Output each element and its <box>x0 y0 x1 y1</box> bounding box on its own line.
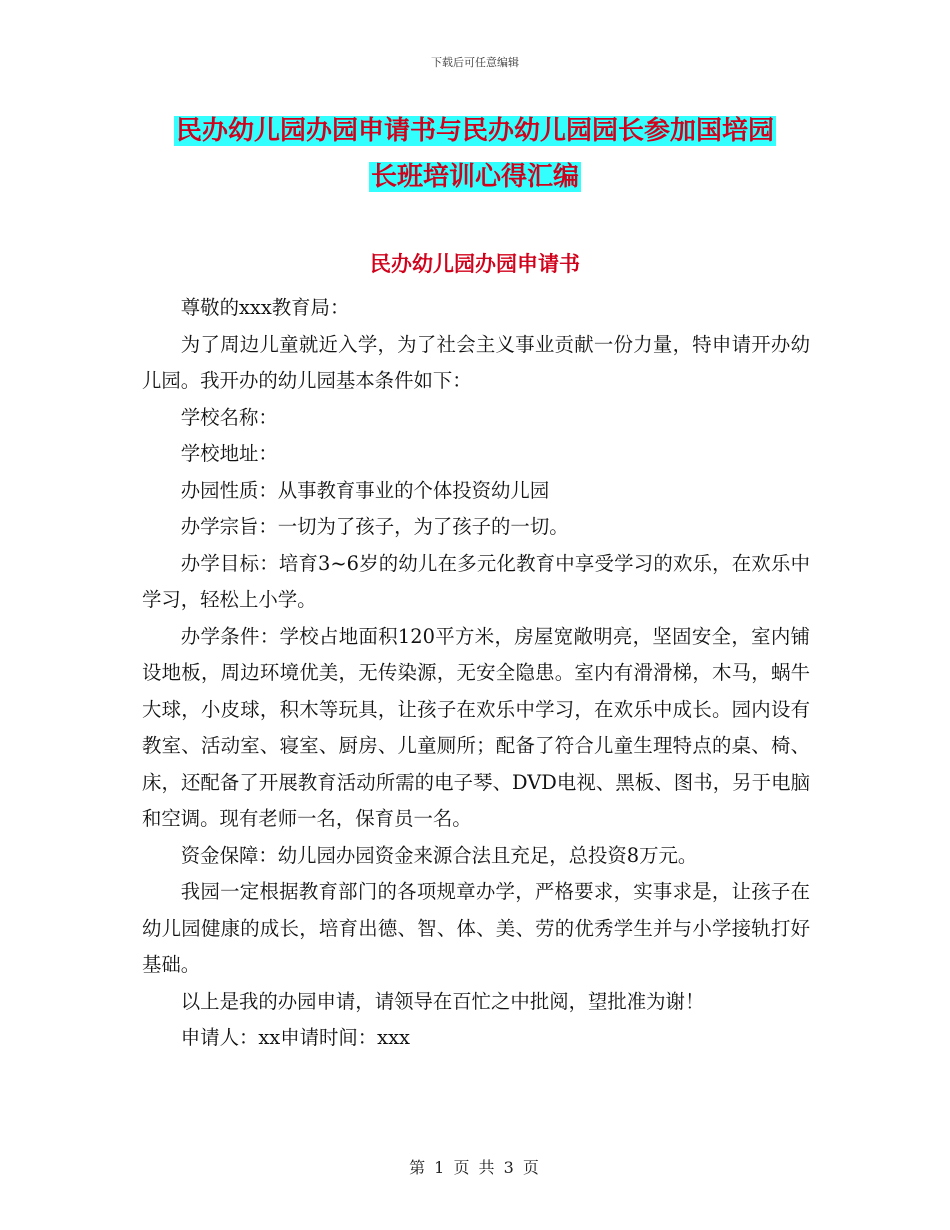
page-footer: 第 1 页 共 3 页 <box>409 1158 541 1177</box>
section-title: 民办幼儿园办园申请书 <box>370 252 580 276</box>
paragraph-intro: 为了周边儿童就近入学，为了社会主义事业贡献一份力量，特申请开办幼儿园。我开办的幼儿园基本条件如下： <box>142 332 810 392</box>
main-title-line-1: 民办幼儿园办园申请书与民办幼儿园园长参加国培园 <box>175 116 774 146</box>
paragraph-conditions: 办学条件：学校占地面积120平方米，房屋宽敞明亮，坚固安全，室内铺设地板，周边环境优美，无传染源，无安全隐患。室内有滑滑梯，木马，蜗牛大球，小皮球，积木等玩具，让孩子在欢乐中学习，在欢乐中成长。园内设有教室、活动室、寝室、厨房、儿童厕所；配备了符合儿童生理特点的桌、椅、床，还配备了开展教育活动所需的电子琴、DVD电视、黑板、图书，另于电脑和空调。现有老师一名，保育员一名。 <box>142 624 810 830</box>
paragraph-school-name: 学校名称： <box>180 405 278 429</box>
paragraph-purpose: 办学宗旨：一切为了孩子，为了孩子的一切。 <box>180 515 569 538</box>
paragraph-school-address: 学校地址： <box>180 442 278 465</box>
header-note: 下载后可任意编辑 <box>431 56 519 69</box>
main-title <box>0 108 950 200</box>
main-title-line-2: 长班培训心得汇编 <box>370 162 579 192</box>
paragraph-funding: 资金保障：幼儿园办园资金来源合法且充足，总投资8万元。 <box>180 843 698 867</box>
paragraph-commitment: 我园一定根据教育部门的各项规章办学，严格要求，实事求是，让孩子在幼儿园健康的成长，培育出德、智、体、美、劳的优秀学生并与小学接轨打好基础。 <box>142 880 810 976</box>
paragraph-goal: 办学目标：培育3~6岁的幼儿在多元化教育中享受学习的欢乐，在欢乐中学习，轻松上小学。 <box>142 551 810 611</box>
paragraph-closing: 以上是我的办园申请，请领导在百忙之中批阅，望批准为谢！ <box>180 989 705 1013</box>
paragraph-salutation: 尊敬的xxx教育局： <box>180 296 350 319</box>
paragraph-signature: 申请人：xx申请时间：xxx <box>180 1026 410 1049</box>
paragraph-nature: 办园性质：从事教育事业的个体投资幼儿园 <box>180 478 550 502</box>
body-text <box>142 290 810 1057</box>
